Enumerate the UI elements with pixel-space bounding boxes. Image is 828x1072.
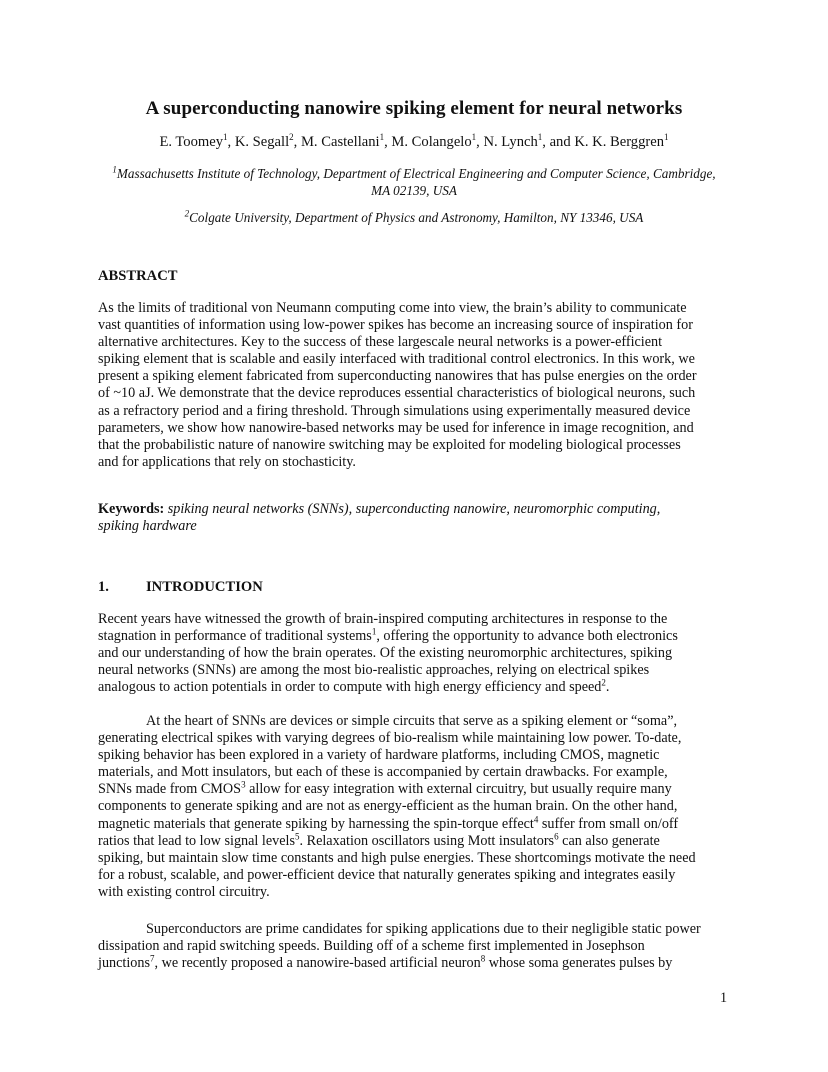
section-heading-introduction: 1. INTRODUCTION xyxy=(98,579,263,595)
abstract-body: As the limits of traditional von Neumann computing come into view, the brain’s ability to communicate vast quantities of information using low-power spikes has become an increasing source of inspiration for alternative architectures. Key to the success of these largescale neural networks is a power-efficient spiking element that is scalable and easily interfaced with traditional control electronics. In this work, we present a spiking element fabricated from superconducting nanowires that has pulse energies on the order of ~10 aJ. We demonstrate that the device reproduces essential characteristics of biological neurons, such as a refractory period and a firing threshold. Through simulations using experimentally measured device parameters, we show how nanowire-based networks may be used for inference in image recognition, and that the probabilistic nature of nanowire switching may be exploited for modeling biological processes and for applications that rely on stochasticity. xyxy=(98,300,697,470)
intro-paragraph-1: Recent years have witnessed the growth of brain-inspired computing architectures in response to the stagnation in performance of traditional systems$^1$, offering the opportunity to advance both electronics and our understanding of how the brain operates. Of the existing neuromorphic architectures, spiking neural networks (SNNs) are among the most bio-realistic approaches, relying on electrical spikes analogous to action potentials in order to compute with high energy efficiency and speed$^2$. xyxy=(98,611,678,696)
citation: 2 xyxy=(601,677,606,688)
author: M. Colangelo$^1$, xyxy=(391,132,484,150)
author: K. K. Berggren$^1$ xyxy=(574,132,669,150)
intro-paragraph-2: At the heart of SNNs are devices or simple circuits that serve as a spiking element or “soma”, generating electrical spikes with varying degrees of bio-realism while maintaining low power. To-date, spiking behavior has been explored in a variety of hardware platforms, including CMOS, magnetic materials, and Mott insulators, but each of these is accompanied by certain drawbacks. For example, SNNs made from CMOS$^3$ allow for easy integration with external circuitry, but usually require many components to generate spiking and are not as energy-efficient as the human brain. On the other hand, magnetic materials that generate spiking by harnessing the spin-torque effect$^4$ suffer from small on/off ratios that lead to low signal levels$^5$. Relaxation oscillators using Mott insulators$^6$ can also generate spiking, but maintain slow time constants and high pulse energies. These shortcomings motivate the need for a robust, scalable, and power-efficient device that naturally generates spiking and integrates easily with existing control circuitry. xyxy=(98,713,696,900)
abstract-heading: ABSTRACT xyxy=(98,268,178,284)
author: E. Toomey$^1$, xyxy=(159,132,235,150)
keywords: Keywords: spiking neural networks (SNNs), superconducting nanowire, neuromorphic computing, spiking hardware xyxy=(98,501,661,535)
affiliation-1: $^1$Massachusetts Institute of Technology, Department of Electrical Engineering and Computer Science, Cambridge, MA 02139, USA xyxy=(112,164,716,198)
author-list xyxy=(0,134,828,151)
citation: 8 xyxy=(480,953,486,964)
citation: 1 xyxy=(371,626,377,637)
citation: 5 xyxy=(295,830,300,841)
citation: 7 xyxy=(150,953,155,964)
citation: 6 xyxy=(554,830,559,841)
paper-title: A superconducting nanowire spiking element for neural networks xyxy=(145,98,683,119)
author: M. Castellani$^1$, xyxy=(300,132,392,150)
citation: 4 xyxy=(533,813,539,824)
author: N. Lynch$^1$, and xyxy=(483,132,575,150)
page-number: 1 xyxy=(720,990,728,1006)
intro-paragraph-3: Superconductors are prime candidates for spiking applications due to their negligible static power dissipation and rapid switching speeds. Building off of a scheme first implemented in Josephson junctions$^7$, we recently proposed a nanowire-based artificial neuron$^8$ whose soma generates pulses by xyxy=(98,921,701,972)
keywords-label: Keywords: xyxy=(98,501,165,517)
author: K. Segall$^2$, xyxy=(234,132,301,150)
affiliation-2: $^2$Colgate University, Department of Physics and Astronomy, Hamilton, NY 13346, USA xyxy=(184,208,644,225)
citation: 3 xyxy=(241,779,246,790)
